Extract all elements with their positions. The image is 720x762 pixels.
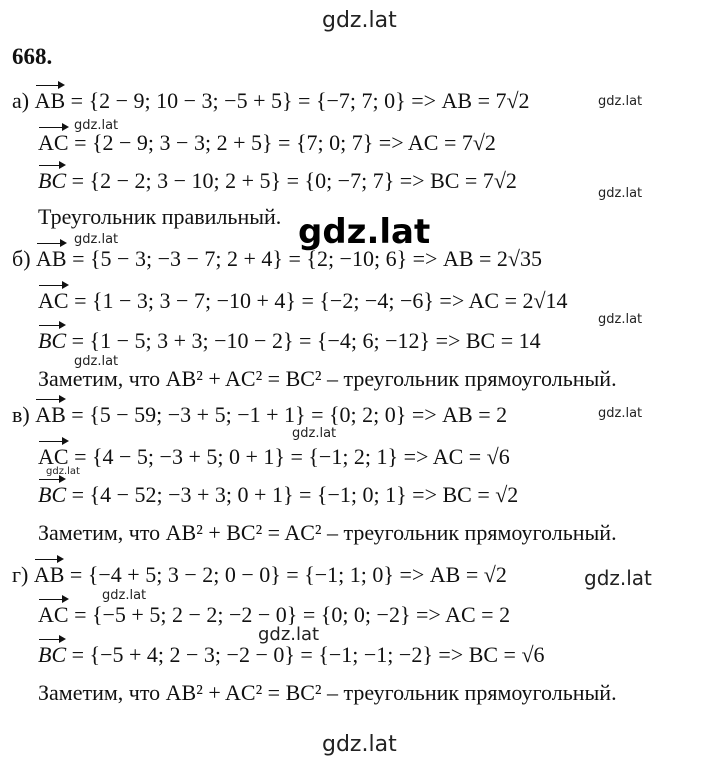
solution-line <box>38 288 568 314</box>
watermark-small: gdz.lat <box>598 406 643 421</box>
conclusion-text: Треугольник правильный. <box>38 204 282 229</box>
watermark-small: gdz.lat <box>598 94 643 109</box>
conclusion-text: Заметим, что AB² + AC² = BC² – треугольник прямоугольный. <box>38 680 617 705</box>
vector-label: BC <box>38 328 67 353</box>
vector-label: AC <box>38 444 69 469</box>
solution-line <box>12 246 542 272</box>
conclusion-text: Заметим, что AB² + AC² = BC² – треугольник прямоугольный. <box>38 366 617 391</box>
watermark-small: gdz.lat <box>292 426 337 441</box>
watermark-big-center: gdz.lat <box>298 212 431 252</box>
watermark-small: gdz.lat <box>46 466 80 477</box>
equation-text: = {2 − 9; 10 − 3; −5 + 5} = {−7; 7; 0} => AB = 7√2 <box>65 88 530 113</box>
watermark-medium: gdz.lat <box>258 624 320 645</box>
vector-label: AC <box>38 602 69 627</box>
solution-line <box>38 642 545 668</box>
solution-line <box>12 562 507 588</box>
watermark-small: gdz.lat <box>102 588 147 603</box>
equation-text: = {4 − 5; −3 + 5; 0 + 1} = {−1; 2; 1} => AC = √6 <box>68 444 510 469</box>
watermark-small: gdz.lat <box>74 354 119 369</box>
solution-line <box>38 444 510 470</box>
watermark-small: gdz.lat <box>74 232 119 247</box>
watermark-small: gdz.lat <box>598 186 643 201</box>
vector-label: BC <box>38 168 67 193</box>
part-marker: б) <box>12 246 31 271</box>
equation-text: = {2 − 9; 3 − 3; 2 + 5} = {7; 0; 7} => AC = 7√2 <box>68 130 496 155</box>
equation-text: = {−5 + 5; 2 − 2; −2 − 0} = {0; 0; −2} => AC = 2 <box>68 602 511 627</box>
solution-line <box>38 328 541 354</box>
part-marker: в) <box>12 402 30 427</box>
vector-label: AB <box>35 402 66 427</box>
watermark-medium: gdz.lat <box>584 566 652 590</box>
problem-number: 668. <box>12 44 53 69</box>
equation-text: = {4 − 52; −3 + 3; 0 + 1} = {−1; 0; 1} => BC = √2 <box>66 482 519 507</box>
vector-label: BC <box>38 482 67 507</box>
equation-text: = {1 − 5; 3 + 3; −10 − 2} = {−4; 6; −12} => BC = 14 <box>66 328 541 353</box>
equation-text: = {−5 + 4; 2 − 3; −2 − 0} = {−1; −1; −2} => BC = √6 <box>66 642 545 667</box>
vector-label: AB <box>36 246 67 271</box>
equation-text: = {5 − 59; −3 + 5; −1 + 1} = {0; 2; 0} => AB = 2 <box>65 402 508 427</box>
vector-label: AB <box>33 562 65 587</box>
solution-line <box>12 402 507 428</box>
vector-label: AB <box>34 88 66 113</box>
solution-line <box>12 88 530 114</box>
watermark-top: gdz.lat <box>322 8 397 33</box>
conclusion-text: Заметим, что AB² + BC² = AC² – треугольник прямоугольный. <box>38 520 617 545</box>
solution-line <box>38 602 510 628</box>
watermark-small: gdz.lat <box>598 312 643 327</box>
solution-line <box>38 482 518 508</box>
vector-label: AC <box>38 288 69 313</box>
solution-line <box>38 168 517 194</box>
part-marker: а) <box>12 88 30 113</box>
equation-text: = {1 − 3; 3 − 7; −10 + 4} = {−2; −4; −6} => AC = 2√14 <box>68 288 568 313</box>
equation-text: = {2 − 2; 3 − 10; 2 + 5} = {0; −7; 7} => BC = 7√2 <box>66 168 517 193</box>
part-marker: г) <box>12 562 29 587</box>
watermark-small: gdz.lat <box>74 118 119 133</box>
vector-label: BC <box>38 642 67 667</box>
equation-text: = {−4 + 5; 3 − 2; 0 − 0} = {−1; 1; 0} => AB = √2 <box>64 562 507 587</box>
vector-label: AC <box>38 130 69 155</box>
equation-text: = {5 − 3; −3 − 7; 2 + 4} = {2; −10; 6} => AB = 2√35 <box>66 246 542 271</box>
solution-line <box>38 130 496 156</box>
watermark-bottom: gdz.lat <box>322 732 397 757</box>
